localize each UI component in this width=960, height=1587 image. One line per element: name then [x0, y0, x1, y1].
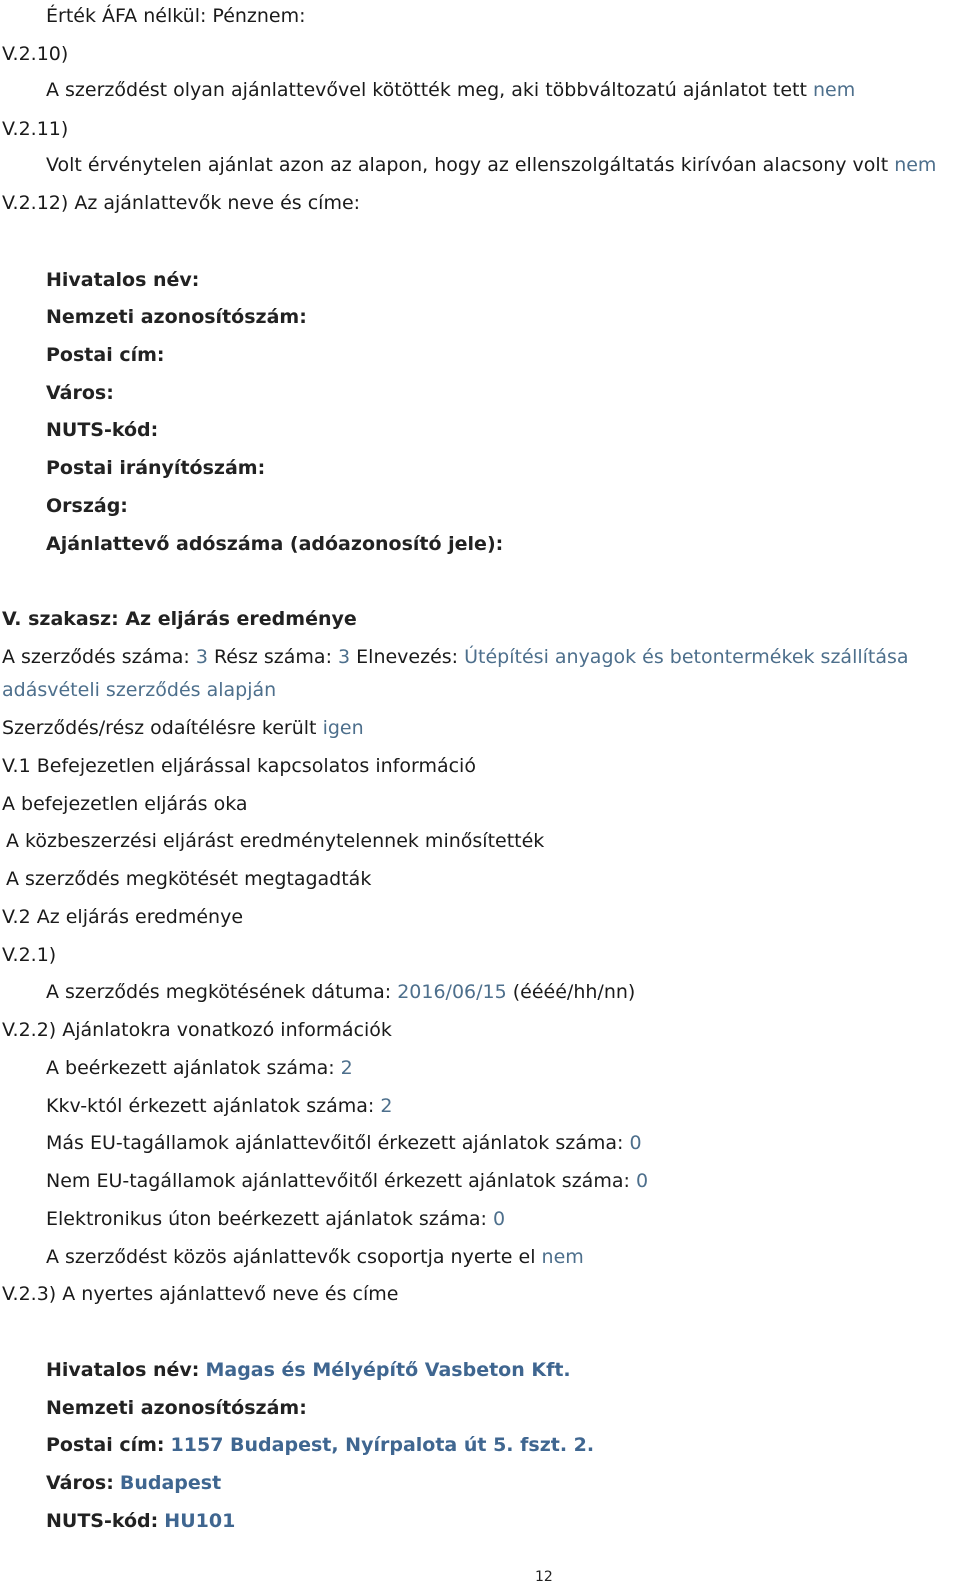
- reason-refused: A szerződés megkötését megtagadták: [6, 868, 372, 890]
- bidder-country-label: Ország:: [46, 495, 128, 517]
- section-code-v2-11: V.2.11): [2, 118, 69, 140]
- winner-city-line: [46, 1471, 221, 1495]
- electronic-offers-line: [46, 1207, 505, 1231]
- winner-name-label: Hivatalos név:: [46, 1359, 200, 1381]
- awarded-line: [2, 716, 364, 740]
- group-award-line: [46, 1245, 584, 1269]
- winner-postal-line: [46, 1433, 594, 1457]
- winner-name-value: Magas és Mélyépítő Vasbeton Kft.: [205, 1359, 571, 1381]
- sme-offers-label: Kkv-któl érkezett ajánlatok száma:: [46, 1095, 375, 1117]
- reason-unsuccessful: A közbeszerzési eljárást eredménytelennek minősítették: [6, 830, 545, 852]
- low-price-label: Volt érvénytelen ajánlat azon az alapon, hogy az ellenszolgáltatás kirívóan alacsony volt: [46, 154, 889, 176]
- non-eu-offers-label: Nem EU-tagállamok ajánlattevőitől érkezett ajánlatok száma:: [46, 1170, 630, 1192]
- part-no-value: 3: [338, 646, 351, 668]
- offers-heading: V.2.2) Ajánlatokra vonatkozó információk: [2, 1019, 392, 1041]
- winner-name-line: [46, 1358, 571, 1382]
- contract-line: [2, 645, 909, 669]
- winner-national-id-label: Nemzeti azonosítószám:: [46, 1397, 307, 1419]
- v2-heading: V.2 Az eljárás eredménye: [2, 906, 244, 928]
- eu-offers-line: [46, 1131, 642, 1155]
- bidders-heading: V.2.12) Az ajánlattevők neve és címe:: [2, 192, 361, 214]
- bidder-name-label: Hivatalos név:: [46, 269, 200, 291]
- low-price-value: nem: [894, 154, 937, 176]
- low-price-line: [46, 153, 936, 177]
- bidder-city-label: Város:: [46, 382, 114, 404]
- awarded-label: Szerződés/rész odaítélésre került: [2, 717, 317, 739]
- contract-date-value: 2016/06/15: [397, 981, 507, 1003]
- sme-offers-value: 2: [380, 1095, 393, 1117]
- offers-received-label: A beérkezett ajánlatok száma:: [46, 1057, 335, 1079]
- offers-received-line: [46, 1056, 353, 1080]
- group-award-label: A szerződést közös ajánlattevők csoportja nyerte el: [46, 1246, 536, 1268]
- eu-offers-label: Más EU-tagállamok ajánlattevőitől érkezett ajánlatok száma:: [46, 1132, 624, 1154]
- multi-variant-value: nem: [812, 79, 856, 101]
- part-no-label: Rész száma:: [213, 646, 332, 668]
- v1-heading: V.1 Befejezetlen eljárással kapcsolatos információ: [2, 755, 476, 777]
- winner-city-label: Város:: [46, 1472, 114, 1494]
- winner-nuts-label: NUTS-kód:: [46, 1510, 159, 1532]
- winner-postal-value: 1157 Budapest, Nyírpalota út 5. fszt. 2.: [170, 1434, 595, 1456]
- multi-variant-label: A szerződést olyan ajánlattevővel kötötték meg, aki többváltozatú ajánlatot tett: [46, 79, 807, 101]
- offers-received-value: 2: [340, 1057, 353, 1079]
- section-heading: V. szakasz: Az eljárás eredménye: [2, 608, 357, 630]
- bidder-tax-id-label: Ajánlattevő adószáma (adóazonosító jele):: [46, 533, 504, 555]
- page-number: 12: [535, 1569, 553, 1585]
- electronic-offers-label: Elektronikus úton beérkezett ajánlatok száma:: [46, 1208, 487, 1230]
- winner-city-value: Budapest: [119, 1472, 222, 1494]
- value-line: Érték ÁFA nélkül: Pénznem:: [46, 5, 306, 27]
- section-code-v2-10: V.2.10): [2, 43, 69, 65]
- non-eu-offers-value: 0: [635, 1170, 649, 1192]
- multi-variant-line: [46, 78, 855, 102]
- winner-heading: V.2.3) A nyertes ajánlattevő neve és címe: [2, 1283, 399, 1305]
- bidder-postcode-label: Postai irányítószám:: [46, 457, 266, 479]
- contract-no-value: 3: [195, 646, 208, 668]
- winner-postal-label: Postai cím:: [46, 1434, 165, 1456]
- contract-name-label: Elnevezés:: [356, 646, 459, 668]
- contract-date-line: [46, 980, 635, 1004]
- contract-no-label: A szerződés száma:: [2, 646, 190, 668]
- awarded-value: igen: [322, 717, 364, 739]
- contract-date-format: (éééé/hh/nn): [512, 981, 636, 1003]
- contract-date-label: A szerződés megkötésének dátuma:: [46, 981, 392, 1003]
- electronic-offers-value: 0: [493, 1208, 506, 1230]
- section-code-v2-1: V.2.1): [2, 944, 57, 966]
- bidder-national-id-label: Nemzeti azonosítószám:: [46, 306, 307, 328]
- sme-offers-line: [46, 1094, 392, 1118]
- bidder-nuts-label: NUTS-kód:: [46, 419, 159, 441]
- reason-label: A befejezetlen eljárás oka: [2, 793, 248, 815]
- winner-nuts-line: [46, 1509, 235, 1533]
- non-eu-offers-line: [46, 1169, 648, 1193]
- winner-nuts-value: HU101: [164, 1510, 236, 1532]
- eu-offers-value: 0: [629, 1132, 642, 1154]
- group-award-value: nem: [541, 1246, 584, 1268]
- bidder-postal-label: Postai cím:: [46, 344, 165, 366]
- contract-name-value: Útépítési anyagok és betontermékek szállítása: [464, 646, 909, 668]
- contract-name-value-cont: adásvételi szerződés alapján: [2, 679, 277, 701]
